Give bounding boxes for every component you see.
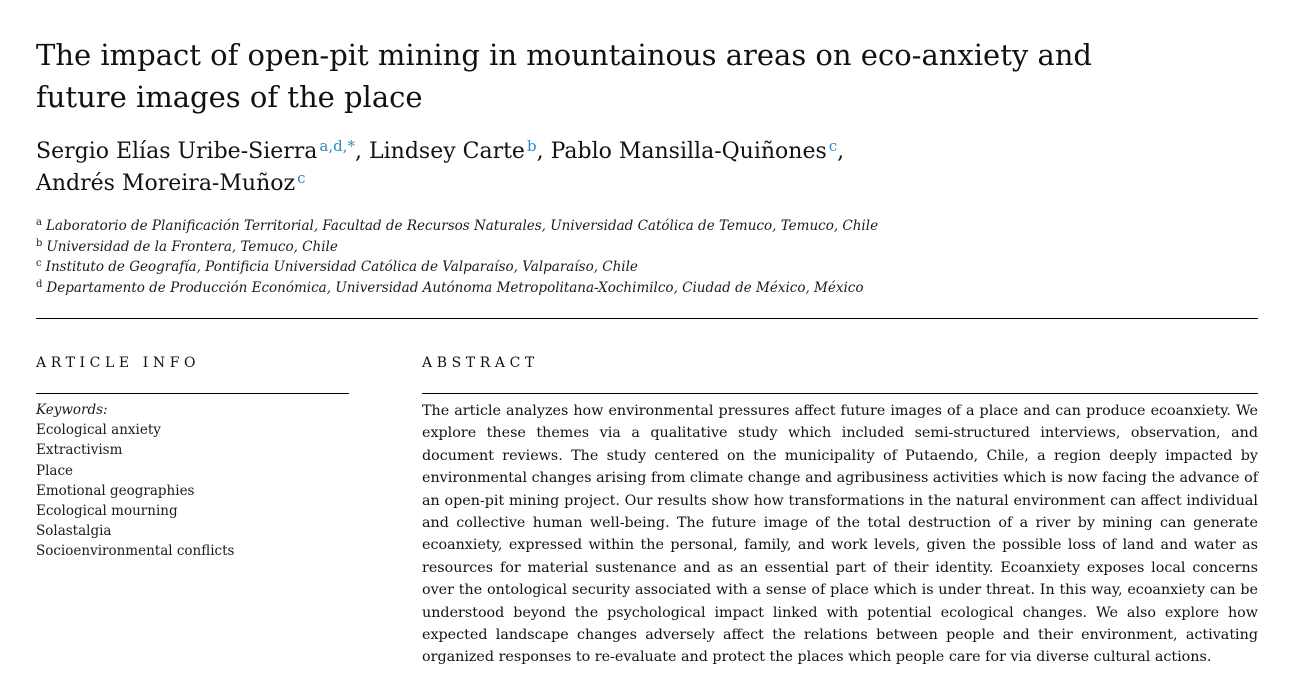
author-1	[36, 139, 355, 164]
affiliation-d	[36, 278, 1136, 299]
keyword-item: Solastalgia	[36, 523, 112, 540]
author-affiliation-link[interactable]: c	[828, 137, 838, 155]
keyword-item: Socioenvironmental conflicts	[36, 543, 235, 560]
keyword-item: Emotional geographies	[36, 482, 195, 499]
abstract-divider	[422, 393, 1258, 394]
author-affiliation-link[interactable]: c	[297, 169, 306, 187]
author-name: Andrés Moreira-Muñoz	[36, 171, 296, 196]
affiliation-a	[36, 216, 1136, 237]
abstract-heading: ABSTRACT	[422, 355, 539, 371]
author-name: Pablo Mansilla-Quiñones	[550, 139, 827, 164]
article-page	[36, 0, 1258, 697]
author-2	[369, 139, 537, 164]
author-4	[36, 171, 305, 196]
affiliation-text: Instituto de Geografía, Pontificia Universidad Católica de Valparaíso, Valparaíso, Chile	[45, 259, 638, 275]
author-name: Sergio Elías Uribe-Sierra	[36, 139, 318, 164]
author-list: Sergio Elías Uribe-Sierra $^{a,d,*}$, Lindsey Carte $^b$, Pablo Mansilla-Quiñones $^c$, Andrés Moreira-Muñoz $^c$	[36, 137, 845, 196]
keywords-block	[36, 400, 366, 562]
affiliation-text: Universidad de la Frontera, Temuco, Chile	[46, 238, 338, 255]
affiliation-mark: c	[36, 258, 42, 269]
header-divider	[36, 318, 1258, 319]
author-name: Lindsey Carte	[369, 139, 525, 164]
author-affiliation-link[interactable]: b	[526, 137, 537, 155]
keywords-label: Keywords:	[36, 402, 108, 418]
affiliation-text: Departamento de Producción Económica, Universidad Autónoma Metropolitana-Xochimilco, Ciudad de México, México	[46, 279, 864, 296]
article-info-divider	[36, 393, 349, 394]
affiliation-mark: a	[36, 217, 42, 228]
keyword-item: Extractivism	[36, 442, 123, 459]
keyword-item: Ecological mourning	[36, 503, 178, 520]
affiliation-text: Laboratorio de Planificación Territorial, Facultad de Recursos Naturales, Universidad Católica de Temuco, Temuco, Chile	[45, 218, 879, 234]
article-title: The impact of open-pit mining in mountainous areas on eco-anxiety and future images of the place	[36, 38, 1092, 114]
affiliation-mark: d	[36, 278, 43, 290]
keyword-item: Place	[36, 462, 73, 479]
keyword-item: Ecological anxiety	[36, 422, 161, 439]
author-affiliation-link[interactable]: a,d,*	[319, 137, 355, 155]
article-info-heading: ARTICLE INFO	[36, 355, 201, 371]
affiliation-c	[36, 257, 1136, 278]
affiliation-list	[36, 216, 1136, 298]
author-3	[551, 139, 838, 164]
abstract-text: The article analyzes how environmental pressures affect future images of a place and can produce ecoanxiety. We explore these themes via a qualitative study which included semi-structured interviews, observation, and document reviews. The study centered on the municipality of Putaendo, Chile, a region deeply impacted by environmental changes arising from climate change and agribusiness activities which is now facing the advance of an open-pit mining project. Our results show how transformations in the natural environment can affect individual and collective human well-being. The future image of the total destruction of a river by mining can generate ecoanxiety, expressed within the personal, family, and work levels, given the possible loss of land and water as resources for material sustenance and as an essential part of their identity. Ecoanxiety exposes local concerns over the ontological security associated with a sense of place which is under threat. In this way, ecoanxiety can be understood beyond the psychological impact linked with potential ecological changes. We also explore how expected landscape changes adversely affect the relations between people and their environment, activating organized responses to re-evaluate and protect the places which people care for via diverse cultural actions.	[422, 403, 1258, 666]
affiliation-mark: b	[36, 237, 43, 249]
affiliation-b	[36, 237, 1136, 258]
